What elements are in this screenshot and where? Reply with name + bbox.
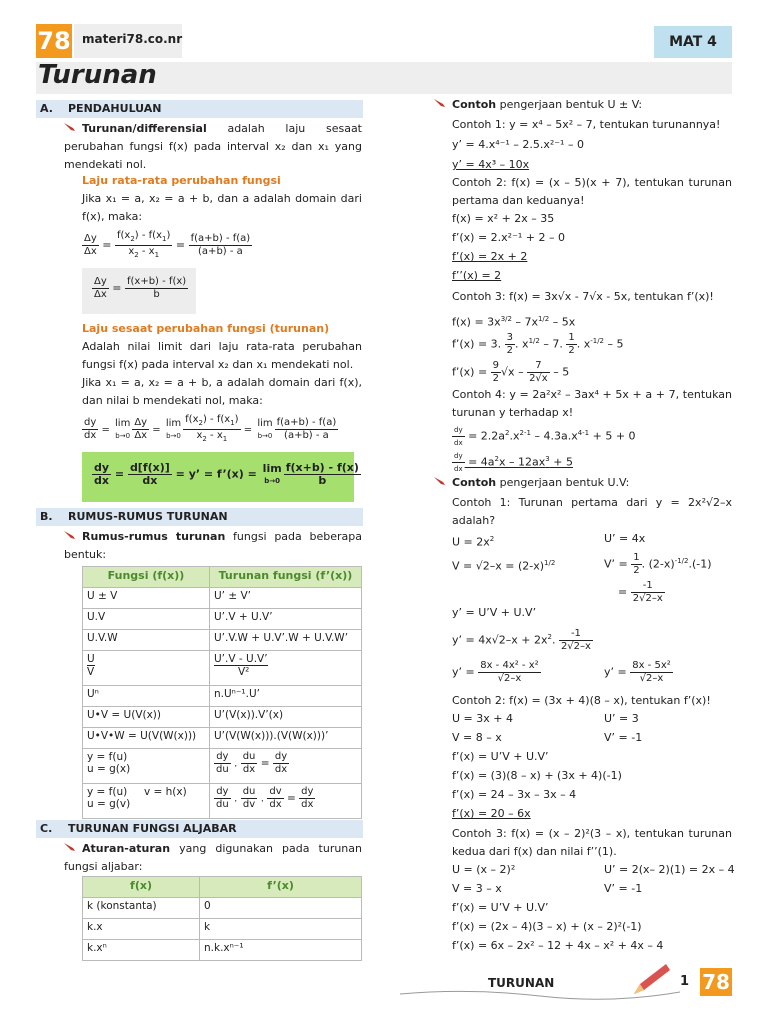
table-row: y = f(u) v = h(x) u = g(v) $\frac{dy}{du}$ . $\frac{du}{dv}$ . $\frac{dv}{dx}$ = $\frac{dy}{dx}$	[83, 784, 362, 819]
c-rule-table: f(x) f’(x) k (konstanta) 0 k.x k k.xⁿ n.k.xⁿ⁻¹	[82, 876, 362, 961]
section-c-heading: C. TURUNAN FUNGSI ALJABAR	[36, 820, 363, 838]
table-row: U•V = U(V(x)) U’(V(x)).V’(x)	[83, 707, 362, 728]
r-c3-l3: f’(x) = $\frac{9}{2}$ √x – $\frac{7}{2√x}$ – 5	[452, 360, 570, 384]
a-rate-formula: $\frac{\Delta y}{\Delta x}$ = $\frac{f(x_2) - f(x_1)}{x_2 - x_1}$ = $\frac{f(a+b) - f(a)}{(a+b) - a}$	[84, 230, 251, 259]
pencil-footer-icon	[632, 962, 672, 996]
r-uv1-y1: y’ = U’V + U.V’	[452, 606, 537, 619]
r-c2-q: Contoh 2: f(x) = (x – 5)(x + 7), tentukan turunan pertama dan keduanya!	[452, 176, 732, 207]
a-derivative-formula: $\frac{dy}{dx}$ = $\frac{d[f(x)]}{dx}$ = y’ = f’(x) = lim b→0 $\frac{f(x+b) - f(x)}{b}$	[94, 461, 359, 487]
a-inst-text-1: Adalah nilai limit dari laju rata-rata perubahan fungsi f(x) pada interval x₂ dan x₁ mendekati nol.	[82, 340, 362, 371]
r-c3-l1: $f(x) = 3x^{3/2} - 7x^{1/2} - 5x$	[452, 315, 576, 329]
pencil-icon	[64, 531, 76, 539]
r-uv1-dv2: = $\frac{-1}{2√2-x}$	[618, 580, 663, 604]
pencil-icon	[64, 123, 76, 131]
r-c4-l1: $\frac{dy}{dx}$ = $2.2a^2.x^{2-1} - 4.3a.x^{4-1} + 5 + 0$	[454, 426, 636, 448]
r-contoh-uv: Contoh pengerjaan bentuk U.V:	[434, 474, 629, 492]
a-rate-formula-2: $\frac{\Delta y}{\Delta x}$ = $\frac{f(x+b) - f(x)}{b}$	[94, 276, 187, 300]
a-inst-title: Laju sesaat perubahan fungsi (turunan)	[82, 322, 330, 335]
r-uv1-du: U’ = 4x	[604, 532, 646, 545]
r-contoh-uv-plus: Contoh pengerjaan bentuk U ± V:	[434, 96, 642, 114]
table-row: U ± V U’ ± V’	[83, 588, 362, 609]
table-row: U V U’.V - U.V’ V²	[83, 651, 362, 686]
r-uv2-l5: f’(x) = 24 – 3x – 3x – 4	[452, 788, 577, 801]
page-number: 1	[680, 974, 690, 989]
r-uv3-l3: f’(x) = U’V + U.V’	[452, 901, 549, 914]
r-uv1-u: $U = 2x^2$	[452, 535, 495, 549]
r-uv3-l1: U = (x – 2)²	[452, 863, 516, 876]
r-c1-step: y’ = 4.x⁴⁻¹ – 2.5.x²⁻¹ – 0	[452, 138, 584, 151]
page-title: Turunan	[38, 60, 157, 90]
section-a-heading: A. PENDAHULUAN	[36, 100, 363, 118]
c-intro: Aturan-aturan yang digunakan pada turunan fungsi aljabar:	[64, 842, 362, 873]
a-rate-text: Jika x₁ = a, x₂ = a + b, dan a adalah domain dari f(x), maka:	[82, 192, 362, 223]
r-uv1-y4: y’ = $\frac{\text{8x - 5x²}}{√2-x}$	[604, 660, 671, 684]
pencil-icon	[64, 843, 76, 851]
r-uv3-l5: f’(x) = 6x – 2x² – 12 + 4x – x² + 4x – 4	[452, 939, 664, 952]
r-uv3-l2: V = 3 – x	[452, 882, 502, 895]
r-c2-l3: f’(x) = 2x + 2	[452, 250, 528, 263]
pencil-icon	[434, 477, 446, 485]
table-row: U.V.W U’.V.W + U.V’.W + U.V.W’	[83, 630, 362, 651]
a-intro: Turunan/differensial adalah laju sesaat perubahan fungsi f(x) pada interval x₂ dan x₁ yang mendekati nol.	[64, 122, 362, 171]
pencil-icon	[434, 99, 446, 107]
table-row: k (konstanta) 0	[83, 898, 362, 919]
r-c3-l2: f’(x) = 3. $\frac{3}{2}$ . $x^{1/2} - 7$. $\frac{1}{2}$ . $x^{-1/2} - 5$	[452, 332, 624, 357]
r-uv2-l2: V = 8 – x	[452, 731, 502, 744]
a-rate-title: Laju rata-rata perubahan fungsi	[82, 174, 281, 187]
a-inst-text-2: Jika x₁ = a, x₂ = a + b, a adalah domain dari f(x), dan nilai b mendekati nol, maka:	[82, 376, 362, 407]
r-c1-q: Contoh 1: y = x⁴ – 5x² – 7, tentukan turunannya!	[452, 118, 721, 131]
r-c2-l4: f’’(x) = 2	[452, 269, 502, 282]
r-uv3-l4: f’(x) = (2x – 4)(3 – x) + (x – 2)²(-1)	[452, 920, 642, 933]
site-name[interactable]: materi78.co.nr	[82, 32, 183, 46]
r-c4-q: Contoh 4: y = 2a²x² – 3ax⁴ + 5x + a + 7, tentukan turunan y terhadap x!	[452, 388, 732, 419]
r-c1-answer: y’ = 4x³ – 10x	[452, 158, 530, 171]
table-row: k.xⁿ n.k.xⁿ⁻¹	[83, 940, 362, 961]
r-uv1-v: $V = √2-x = (2-x)^{1/2}$	[452, 559, 556, 573]
table-row: y = f(u) u = g(x) $\frac{dy}{du}$ . $\frac{du}{dx}$ = $\frac{dy}{dx}$	[83, 749, 362, 784]
r-uv3-r1: U’ = 2(x– 2)(1) = 2x – 4	[604, 863, 735, 876]
logo: 78	[36, 24, 72, 58]
r-uv2-r2: V’ = -1	[604, 731, 643, 744]
a-limit-formula: $\frac{dy}{dx}$ = lim b→0 $\frac{\Delta y}{\Delta x}$ = lim b→0 $\frac{f(x_2) - f(x_1)}{x_2 - x_1}$ = lim b→0 $\frac{f(a+b) - f(a)}{(a+b) - a}$	[84, 414, 337, 443]
r-uv3-r2: V’ = -1	[604, 882, 643, 895]
r-c2-l1: f(x) = x² + 2x – 35	[452, 212, 555, 225]
r-c3-q: Contoh 3: f(x) = 3x√x - 7√x - 5x, tentukan f’(x)!	[452, 290, 714, 303]
footer-label: TURUNAN	[488, 976, 555, 990]
r-uv2-l3: f’(x) = U’V + U.V’	[452, 750, 549, 763]
r-c4-l2: $\frac{dy}{dx}$ = $4a^2x - 12ax^3 + 5$	[454, 452, 573, 474]
table-row: Uⁿ n.Uⁿ⁻¹.U’	[83, 686, 362, 707]
r-uv2-q: Contoh 2: f(x) = (3x + 4)(8 – x), tentukan f’(x)!	[452, 694, 711, 707]
table-row: U•V•W = U(V(W(x))) U’(V(W(x))).(V(W(x)))’	[83, 728, 362, 749]
r-uv1-y2: y’ = $4x√2-x + 2x^2$. $\frac{-1}{2√2-x}$	[452, 628, 591, 653]
table-row: k.x k	[83, 919, 362, 940]
b-intro: Rumus-rumus turunan fungsi pada beberapa bentuk:	[64, 530, 362, 561]
r-uv3-q: Contoh 3: f(x) = (x – 2)²(3 – x), tentukan turunan kedua dari f(x) dan nilai f’’(1).	[452, 827, 732, 858]
r-uv2-l1: U = 3x + 4	[452, 712, 513, 725]
r-uv2-r1: U’ = 3	[604, 712, 639, 725]
subject-badge: MAT 4	[654, 26, 732, 58]
b-formula-table: Fungsi (f(x)) Turunan fungsi (f’(x)) U ± V U’ ± V’ U.V U’.V + U.V’ U.V.W U’.V.W + U.V’.W + U.V.W’ U V U’.V - U.V’ V² Uⁿ n.Uⁿ⁻¹.U’ U•V = U(V(x)) U’(V(x)).V’(x) U•V•W = U(V(W(x))) U’(V(W(x))).(V(W(x)))’ y = f(u) u = g(x) $\frac{dy}{du}$ . $\frac{du}{dx}$ = $\frac{dy}{dx}$ y = f(u) v = h(x) u = g(v) $\frac{dy}{du}$ . $\frac{du}{dv}$ . $\frac{dv}{dx}$ = $\frac{dy}{dx}$	[82, 566, 362, 819]
r-c2-l2: f’(x) = 2.x²⁻¹ + 2 – 0	[452, 231, 566, 244]
section-b-heading: B. RUMUS-RUMUS TURUNAN	[36, 508, 363, 526]
table-row: U.V U’.V + U.V’	[83, 609, 362, 630]
footer-logo: 78	[700, 968, 732, 996]
r-uv1-y3: y’ = $\frac{\text{8x - 4x² - x²}}{√2-x}$	[452, 660, 539, 684]
r-uv1-q: Contoh 1: Turunan pertama dari y = 2x²√2–x adalah?	[452, 496, 732, 527]
r-uv2-l4: f’(x) = (3)(8 – x) + (3x + 4)(-1)	[452, 769, 622, 782]
r-uv1-dv: V’ = $\frac{1}{2}$ . $(2-x)^{-1/2}.(-1)$	[604, 552, 712, 577]
r-uv2-l6: f’(x) = 20 – 6x	[452, 807, 531, 820]
